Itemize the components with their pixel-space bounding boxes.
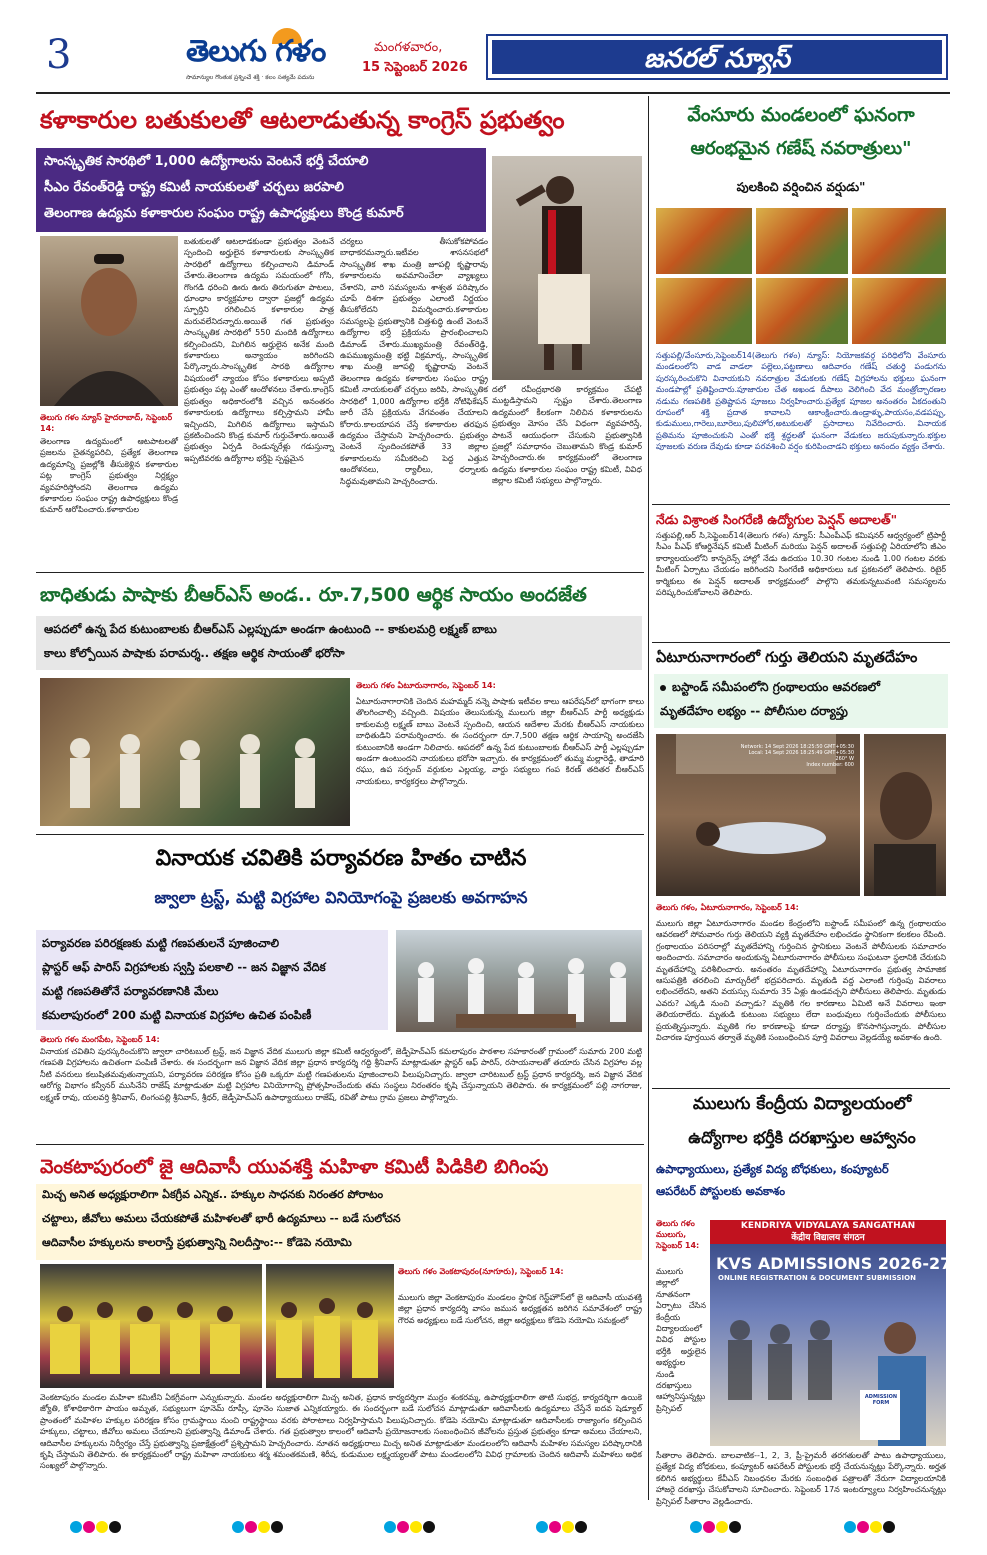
story-divider [652, 504, 950, 505]
story8-body-narrow: ములుగు జిల్లా వెంకటాపురం మండలం స్థానిక గెస్ట్‌హౌస్‌లో జై ఆదివాసీ యువశక్తి జిల్లా ప్రధాన కార్యదర్శి వాసం జమున అధ్యక్షతన జరిగిన సమావేశంలో రాష్ట్ర గౌరవ అధ్యక్షులు బడే సులోచన, జిల్లా అధ్యక్షులు కోడెపె నయోమి సమక్షంలో [398, 1293, 642, 1325]
kvs-sign-line: KENDRIYA VIDYALAYA SANGATHAN [740, 1221, 916, 1231]
women-group-icon [266, 1264, 394, 1388]
dancer-figure-icon [492, 156, 642, 380]
story6-photo [396, 930, 642, 1032]
story6-byline: తెలుగు గళం మంగపేట, సెప్టెంబర్ 14: [40, 1035, 160, 1044]
registration-marks [384, 1518, 436, 1532]
story1-body-col-c: చర్యలు తీసుకోకపోవడం బాధాకరమన్నారు.ఇటీవల శాసనసభలో సాంస్కృతిక శాఖ మంత్రి జూపల్లి కృష్ణారావు కళాకారులను అవమానించేలా వ్యాఖ్యలు చేశారని, వారి సమస్యలను శాశ్వత పరిష్కారం చూపే దిశగా ప్రభుత్వం ఎలాంటి నిర్ణయం తీసుకోలేదని విమర్శించారు.కళాకారుల సమస్యలపై ప్రభుత్వానికి చిత్తశుద్ధి ఉంటే వెంటనే ఉద్యోగాల భర్తీ ప్రక్రియను ప్రారంభించాలని డిమాండ్ చేశారు.ముఖ్యమంత్రి రేవంత్‌రెడ్డి, ఉపముఖ్యమంత్రి భట్టి విక్రమార్క, సాంస్కృతిక శాఖ మంత్రి జూపల్లి కృష్ణారావు వెంటనే తెలంగాణ ఉద్యమ కళాకారుల సంఘం రాష్ట్ర కమిటీ నాయకులతో చర్చలు జరిపి, సాంస్కృతిక సారథిలో 1,000 ఉద్యోగాల భర్తీకి నోటిఫికేషన్ జారీ చేసే ప్రక్రియను వేగవంతం చేయాలని కోరారు.కాలయాపన చేస్తే కళాకారుల తరఫున ఉద్యమం చేస్తామని హెచ్చరించారు. ప్రభుత్వం వెంటనే స్పందించకపోతే 33 జిల్లాల కళాకారులను సమీకరించి పెద్ద ఎత్తున ఆందోళనలు, ర్యాలీలు, ధర్నాలకు సిద్ధమవుతామని హెచ్చరించారు. [340, 237, 488, 486]
story1-headline: కళాకారుల బతుకులతో ఆటలాడుతున్న కాంగ్రెస్ ప్రభుత్వం [40, 106, 565, 134]
story8-headline: వెంకటాపురంలో జై ఆదివాసీ యువశక్తి మహిళా కమిటీ పిడికిలి బిగింపు [40, 1156, 549, 1178]
story1-body-col-b: బతుకులతో ఆటలాడకుండా ప్రభుత్వం వెంటనే స్పందించి అర్హులైన కళాకారులకు సాంస్కృతిక సారథిలో ఉద్యోగాలు కల్పించాలని డిమాండ్ చేశారు.తెలంగాణ ఉద్యమ సమయంలో గోసి, గొంగడి ధరించి ఊరు ఊరు తిరుగుతూ పాటలు, ధూంధాం కార్యక్రమాల ద్వారా ప్రజల్లో ఉద్యమ స్ఫూర్తిని రగిలించిన కళాకారుల పాత్ర మరువలేనిదన్నారు.అయితే గత ప్రభుత్వం సాంస్కృతిక సారథిలో 550 మందికి ఉద్యోగాలు కల్పించిందని, మిగిలిన అర్హులైన అనేక మంది కళాకారులు అన్యాయం జరిగిందని పేర్కొన్నారు.సాంస్కృతిక సారథి ఉద్యోగాల విషయంలో న్యాయం కోసం కళాకారులు అప్పటి ప్రభుత్వం పట్ల ఎంతో ఆందోళనలు చేశారు.కాంగ్రెస్ ప్రభుత్వం అధికారంలోకి వచ్చిన అనంతరం కళాకారులకు ఉద్యోగాలు కల్పిస్తామని హామీ ఇచ్చిందని, మిగిలిన ఉద్యోగాలు ఇస్తామని ప్రకటించిందని కొండ్ర కుమార్ గుర్తుచేశారు.అయితే ప్రభుత్వం ఏర్పడి రెండున్నరేళ్లు గడుస్తున్నా ఇప్పటివరకు ఉద్యోగాల భర్తీపై స్పష్టమైన [184, 237, 334, 463]
page-number: 3 [46, 32, 72, 78]
story2-headline-line1: వేంసూరు మండలంలో ఘనంగా [687, 104, 915, 126]
story5-body: ములుగు జిల్లా ఏటూరునాగారం మండల కేంద్రంలోని బస్టాండ్ సమీపంలో ఉన్న గ్రంథాలయం ఆవరణలో సోమవారం గుర్తు తెలియని వ్యక్తి మృతదేహం లభించడం స్థానికంగా కలకలం రేపింది. గ్రంథాలయం పరిసరాల్లో మృతదేహాన్ని గుర్తించిన స్థానికులు వెంటనే పోలీసులకు సమాచారం అందించారు. సమాచారం అందుకున్న ఏటూరునాగారం పోలీసులు సంఘటనా స్థలానికి చేరుకుని మృతదేహాన్ని పరిశీలించారు. అనంతరం మృతదేహాన్ని ఏటూరునాగారం ప్రభుత్వ సామాజిక ఆసుపత్రికి తరలించి మార్చురీలో భద్రపరిచారు. మృతుడి వద్ద ఎలాంటి గుర్తింపు వివరాలు లభించలేదని, అతని వయస్సు సుమారు 35 ఏళ్లు ఉండవచ్చని పోలీసులు తెలిపారు. మృతుడు ఎవరు? ఎక్కడి నుంచి వచ్చాడు? మృతికి గల కారణాలు ఏమిటి అనే వివరాలు ఇంకా తెలియరాలేదు. మృతుడి కుటుంబ సభ్యులు లేదా బంధువులు గుర్తించేందుకు పోలీసులు ప్రయత్నిస్తున్నారు. మృతికి గల కారణాలపై కూడా దర్యాప్తు కొనసాగిస్తున్నారు. పోలీసుల విచారణ పూర్తయిన తర్వాతే మృతికి సంబంధించిన పూర్తి వివరాలు వెల్లడయ్యే అవకాశం ఉంది. [656, 919, 946, 1043]
story7-body-wide: సీతారాం తెలిపారు. బాలవాటిక--1, 2, 3, ప్రీ-ప్రైమరీ తరగతులతో పాటు ఉపాధ్యాయులు, ప్రత్యేక విద్య బోధకులు, కంప్యూటర్ ఆపరేటర్ పోస్టులకు భర్తీ చేయనున్నట్లు పేర్కొన్నారు. అర్హత కలిగిన అభ్యర్థులు కేవీఎస్ నిబంధనల మేరకు సంబంధిత పత్రాలతో నేరుగా విద్యాలయానికి హాజరై దరఖాస్తు చేసుకోవాలని సూచించారు. సెప్టెంబర్ 17న ఇంటర్వ్యూలు నిర్వహించనున్నట్లు ప్రిన్సిపల్ సీతారాం వెల్లడించారు. [656, 1451, 946, 1506]
story-divider [36, 572, 644, 573]
story1-deck-line: సాంస్కృతిక సారథిలో 1,000 ఉద్యోగాలను వెంటనే భర్తీ చేయాలి [44, 154, 369, 169]
story6-deck-box [36, 930, 388, 1030]
bullet-icon [660, 685, 666, 691]
kvs-admissions-title: KVS ADMISSIONS 2026-27 [716, 1254, 952, 1273]
story8-deck-box [36, 1184, 642, 1260]
story4-deck-line: ఆపదలో ఉన్న పేద కుటుంబాలకు బీఆర్ఎస్ ఎల్లప్పుడూ అండగా ఉంటుంది -- కాకులమర్రి లక్ష్మణ్ బాబు [44, 622, 497, 636]
story4-body: ఏటూరునాగారానికి చెందిన మహమ్మద్ నన్నె పాషాకు ఇటీవల కాలు ఆపరేషన్‌లో భాగంగా కాలు తొలగించాల్సి వచ్చింది. విషయం తెలుసుకున్న ములుగు జిల్లా బీఆర్ఎస్ పార్టీ అధ్యక్షుడు కాకులమర్రి లక్ష్మణ్ బాబు వెంటనే స్పందించి, ఆయన ఆదేశాల మేరకు బీఆర్ఎస్ నాయకులు బాధితుడిని పరామర్శించారు. ఈ సందర్భంగా రూ.7,500 తక్షణ ఆర్థిక సాయాన్ని అందజేసి కుటుంబానికి అండగా నిలిచారు. ఆపదలో ఉన్న పేద కుటుంబాలకు బీఆర్ఎస్ పార్టీ ఎల్లప్పుడూ అండగా ఉంటుందని నాయకులు భరోసా ఇచ్చారు. ఈ కార్యక్రమంలో తుమ్మ మల్లారెడ్డి, తాడూరి రఘు, ఉప సర్పంచ్ వర్గుకుల ఎల్లయ్య, వార్డు సభ్యులు గంప కిరణ్ తదితర బీఆర్ఎస్ నాయకులు, కార్యకర్తలు పాల్గొన్నారు. [356, 697, 644, 786]
story-divider [652, 1088, 950, 1089]
story8-byline: తెలుగు గళం వెంకటాపురం(నూగూరు), సెప్టెంబర్ 14: [398, 1267, 564, 1276]
story5-deck-box [654, 674, 948, 728]
story2-photo-4 [656, 278, 752, 344]
kvs-crowd-icon [710, 1220, 946, 1446]
column-divider [648, 96, 649, 1500]
story2-photo-3 [852, 208, 946, 274]
story2-body: సత్తుపల్లి/వేంసూరు,సెప్టెంబర్14(తెలుగు గళం) న్యూస్: నియోజకవర్గ పరిధిలోని వేంసూరు మండలంలోని వాడ వాడలా పల్లెలు,పట్టణాలు ఆదివారం గణేష్ చతుర్థి పండుగను పురస్కరించుకొని వినాయకుని నవరాత్రుల వేడుకలకు గణేష్ విగ్రహాలను భక్తులు ఘనంగా మండపాల్లో ప్రతిష్టించారు.పూజారుల చేత అఖండ దీపాలు వెలిగించి వేద మంత్రోచ్ఛారణల నడుమ గణపతికి ప్రతిష్టాపన పూజలు నిర్వహించారు.ప్రత్యేక పూజల అనంతరం ఏకదంతుని రూపంలో శక్తి ప్రదాత కావాలని ఆకాంక్షించారు.ఉండ్రాళ్ళు,పాయసం,వడపప్పు, కుడుములు,గారెలు,బూరెలు,పులిహోర,అటుకులతో ప్రసాదాలు నివేదించారు. వినాయక ప్రతిమను పూజించుకుని ఎంతో భక్తి శ్రద్ధలతో ఘనంగా వేడుకలు జరుపుకున్నారు.భక్తుల పూజలకు వరుణ దేవుడు కూడా పరవశించి వర్షం కురిపించాడని భక్తులు ఆనందం వ్యక్తం చేశారు. [656, 351, 946, 452]
story1-dancer-photo [492, 156, 642, 380]
story6-deck-line: ప్లాస్టర్ ఆఫ్ పారిస్ విగ్రహాలకు స్వస్తి పలకాలి -- జన విజ్ఞాన వేదిక [42, 960, 326, 974]
story5-photo-scene [656, 734, 860, 896]
overlay-line: Local: 14 Sept 2026 18:25:49 GMT+05:30 [748, 750, 854, 756]
story2-subhead: పులకించి వర్షించిన వర్షుడు" [736, 180, 866, 194]
story7-headline-line1: ములుగు కేంద్రీయ విద్యాలయంలో [692, 1094, 912, 1114]
registration-marks [232, 1518, 284, 1532]
registration-marks [70, 1518, 122, 1532]
group-people-icon [40, 678, 350, 826]
group-people-icon [396, 930, 642, 1032]
story3-headline: నేడు విశ్రాంత సింగరేణి ఉద్యోగుల పెన్షన్ అదాలత్" [656, 512, 898, 527]
story5-headline: ఏటూరునాగారంలో గుర్తు తెలియని మృతదేహం [656, 650, 918, 666]
story1-byline: తెలుగు గళం న్యూస్ హైదరాబాద్, సెప్టెంబర్ 14: [40, 413, 173, 433]
masthead-rule [36, 92, 950, 94]
story7-body-narrow: ములుగు జిల్లాలో నూతనంగా ఏర్పాటు చేసిన కేంద్రీయ విద్యాలయంలో వివిధ పోస్టుల భర్తీకి అర్హులైన అభ్యర్థుల నుండి దరఖాస్తులు ఆహ్వానిస్తున్నట్లు ప్రిన్సిపల్ [656, 1267, 706, 1413]
story1-deck-line: సీఎం రేవంత్‌రెడ్డి రాష్ట్ర కమిటీ నాయకులతో చర్చలు జరపాలి [44, 180, 344, 195]
story1-deck-box [36, 148, 486, 232]
portrait-figure-icon [40, 236, 178, 406]
story-divider [652, 642, 950, 643]
section-title: జనరల్ న్యూస్ [644, 44, 790, 74]
kvs-sign-line: केंद्रीय विद्यालय संगठन [791, 1233, 865, 1243]
story4-byline: తెలుగు గళం ఏటూరునాగారం, సెప్టెంబర్ 14: [356, 681, 496, 690]
story4-deck-box [36, 616, 642, 670]
logo-tagline: సామాన్యుల గొంతుక ప్రశ్నించే శక్తి · కలం సత్యమే పదును [186, 74, 315, 81]
overlay-line: 260° W [835, 756, 854, 762]
story7-byline: తెలుగు గళం ములుగు, సెప్టెంబర్ 14: [656, 1219, 700, 1250]
face-closeup-icon [864, 734, 946, 896]
story2-photo-1 [656, 208, 752, 274]
registration-marks [690, 1518, 742, 1532]
story4-deck-line: కాలు కోల్పోయిన పాషాకు పరామర్శ.. తక్షణ ఆర్థిక సాయంతో భరోసా [44, 646, 345, 660]
story5-deck-line: మృతదేహం లభ్యం -- పోలీసుల దర్యాప్తు [660, 704, 848, 718]
story1-body-col-a: తెలంగాణ ఉద్యమంలో ఆటపాటలతో ప్రజలను చైతన్యపరిచి, ప్రత్యేక తెలంగాణ ఉద్యమాన్ని ప్రజల్లోకి తీసుకెళ్లిన కళాకారుల పట్ల కాంగ్రెస్ ప్రభుత్వం నిర్లక్ష్యం వ్యవహరిస్తోందని తెలంగాణ ఉద్యమ కళాకారుల సంఘం రాష్ట్ర ఉపాధ్యక్షులు కొండ్ర కుమార్ ఆరోపించారు.కళాకారుల [40, 437, 178, 515]
story2-photo-6 [852, 278, 946, 344]
story5-byline: తెలుగు గళం, ఏటూరునాగారం, సెప్టెంబర్ 14: [656, 903, 799, 912]
story-divider [36, 834, 644, 835]
registration-marks [844, 1518, 896, 1532]
overlay-line: Network: 14 Sept 2026 18:25:50 GMT+05:30 [740, 744, 854, 750]
issue-day: మంగళవారం, [374, 40, 443, 55]
issue-date: 15 సెప్టెంబర్ 2026 [362, 60, 468, 75]
story5-deck-line [660, 680, 944, 697]
photo-metadata-overlay [741, 744, 854, 768]
story6-deck-line: పర్యావరణ పరిరక్షణకు మట్టి గణపతులనే పూజించాలి [42, 936, 280, 950]
registration-marks [536, 1518, 588, 1532]
story6-headline-line2: జ్వాలా ట్రస్ట్, మట్టి విగ్రహాల వినియోగంపై ప్రజలకు అవగాహన [154, 888, 528, 907]
story3-body: సత్తుపల్లి,ఆర్ సి,సెప్టెంబర్14(తెలుగు గళం) న్యూస్: సీఎంపీఎఫ్ కమిషనర్ ఆధ్వర్యంలో ట్రిపార్టీ సీఎం పీఎఫ్ కోఆర్డినేషన్ కమిటీ మీటింగ్ మరియు పెన్షన్ అదాలత్ సత్తుపల్లి ఏరియాలోని జీఎం కార్యాలయంలోని కాన్ఫరెన్స్ హాల్లో నేడు ఉదయం 10.30 గంటల నుండి 1.00 గంటల వరకు మీటింగ్ ఏర్పాటు చేయడం జరిగిందని సింగరేణి అధికారులు ఒక ప్రకటనలో తెలిపారు. రిటైర్ కార్మికులు ఈ పెన్షన్ అదాలత్ కార్యక్రమంలో పాల్గొని తమకున్నటువంటి సమస్యలను పరిష్కరించుకోవాలని తెలిపారు. [656, 531, 946, 598]
kvs-admissions-subtitle: ONLINE REGISTRATION & DOCUMENT SUBMISSION [718, 1274, 916, 1282]
story8-photo-right [266, 1264, 394, 1388]
story6-deck-line: మట్టి గణపతితోనే పర్యావరణానికి మేలు [42, 984, 219, 998]
story7-subhead-line2: ఆపరేటర్ పోస్టులకు అవకాశం [656, 1184, 786, 1198]
protest-group-icon [40, 1264, 262, 1388]
story8-deck-line: ఆదివాసీల హక్కులను కాలరాస్తే ప్రభుత్వాన్ని నిలదీస్తాం:-- కోడెపె నయోమి [42, 1236, 352, 1249]
overlay-line: Index number: 600 [806, 762, 854, 768]
story4-photo [40, 678, 350, 826]
story2-photo-5 [756, 278, 848, 344]
story8-body-wide: వెంకటాపురం మండల మహిళా కమిటీని ఏకగ్రీవంగా ఎన్నుకున్నారు. మండల అధ్యక్షురాలిగా మిచ్చ అనిత, ప్రధాన కార్యదర్శిగా ముర్రం శంకరమ్మ, ఉపాధ్యక్షురాలిగా తాటి సుభద్ర, కార్యదర్శిగా ఉయికె జ్యోతి, కోశాధికారిగా పాయం అమృత, సభ్యులుగా పూనెమ్ రూప్సీ, పూనెం సుజాత ఎన్నికయ్యారు. ఈ సందర్భంగా బడే సులోచన మాట్లాడుతూ ఆదివాసీలకు ఉద్యమాలు చేస్తేనే ఐదవ షెడ్యూల్ ప్రాంతంలో మహిళల హక్కుల పరిరక్షణ కోసం గ్రామస్థాయి నుంచి రాష్ట్రస్థాయి వరకు పోరాటాలు నిర్వహిస్తామని పిలుపునిచ్చారు. కోడెపె నయోమి మాట్లాడుతూ ఆదివాసీలకు రాజ్యాంగం కల్పించిన హక్కులు, చట్టాలు, జీవోలు అమలు చేయాలని ప్రభుత్వాన్ని డిమాండ్ చేశారు. గత ప్రభుత్వాల కాలంలో ఆదివాసీ ప్రయోజనాలకు సంబంధించిన జీవోలను ప్రస్తుత ప్రభుత్వం కూడా అమలు చేయాలని, ఆదివాసీల హక్కులను నిర్వీర్యం చేస్తే ప్రభుత్వాన్ని ప్రజాక్షేత్రంలో ప్రశ్నిస్తామని హెచ్చరించారు. నూతన అధ్యక్షురాలు మిచ్చ అనిత మాట్లాడుతూ మండలంలోని ఆదివాసీ మహిళల సమస్యల పరిష్కారానికి కృషి చేస్తామని తెలిపారు. ఈ కార్యక్రమంలో రాష్ట్ర మహిళా నాయకులు శర్మ శమంతకమణి, శిరీష, కుడుముల లక్ష్మయ్యలతో పాటు మండలంలోని వివిధ గ్రామాలకు చెందిన ఆదివాసీ మహిళలు అధిక సంఖ్యలో పాల్గొన్నారు. [40, 1393, 642, 1471]
admission-form-label: ADMISSION FORM [864, 1394, 898, 1406]
story7-subhead-line1: ఉపాధ్యాయులు, ప్రత్యేక విద్య బోధకులు, కంప్యూటర్ [656, 1162, 889, 1176]
story1-portrait-photo [40, 236, 178, 406]
story-divider [36, 1144, 644, 1145]
story2-photo-2 [756, 208, 848, 274]
story8-deck-line: మిచ్చ అనిత అధ్యక్షురాలిగా ఏకగ్రీవ ఎన్నిక.. హక్కుల సాధనకు నిరంతర పోరాటం [42, 1188, 384, 1201]
story5-deck-text: బస్టాండ్ సమీపంలోని గ్రంథాలయం ఆవరణలో [672, 680, 881, 694]
story1-body-col-d: దలో రవీంద్రభారతి కార్యక్రమం చేపట్టి ముట్టడిస్తామని స్పష్టం చేశారు.తెలంగాణ ఉద్యమంలో కీలకంగా నిలిచిన కళాకారులను ప్రభుత్వం మోసం చేసే విధంగా వ్యవహరిస్తే, పాటనే ఆయుధంగా చేసుకుని ప్రభుత్వానికి ప్రజల్లో సమాధానం చెబుతామని కొండ్ర కుమార్ హెచ్చరించారు.ఈ కార్యక్రమంలో తెలంగాణ ఉద్యమ కళాకారుల సంఘం రాష్ట్ర కమిటీ, వివిధ జిల్లాల కమిటీ సభ్యులు పాల్గొన్నారు. [492, 385, 642, 486]
story4-headline: బాధితుడు పాషాకు బీఆర్ఎస్ అండ.. రూ.7,500 ఆర్థిక సాయం అందజేత [40, 584, 587, 606]
section-banner [486, 34, 948, 80]
story2-headline-line2: ఆరంభమైన గణేష్ నవరాత్రులు" [690, 138, 912, 159]
story1-deck-line: తెలంగాణ ఉద్యమ కళాకారుల సంఘం రాష్ట్ర ఉపాధ్యక్షులు కొండ్ర కుమార్ [44, 206, 404, 221]
story6-body: వినాయక చవితిని పురస్కరించుకొని జ్వాలా చారిటబుల్ ట్రస్ట్, జన విజ్ఞాన వేదిక ములుగు జిల్లా కమిటీ ఆధ్వర్యంలో, జెడ్పీహెచ్ఎస్ కమలాపురం పాఠశాల సహకారంతో గ్రామంలో సుమారు 200 మట్టి గణపతి విగ్రహాలను ఉచితంగా పంపిణీ చేశారు. ఈ సందర్భంగా జన విజ్ఞాన వేదిక జిల్లా ప్రధాన కార్యదర్శి గద్ది శ్రీనివాస్ మాట్లాడుతూ ప్లాస్టర్ ఆఫ్ పారిస్, రసాయనాలతో తయారు చేసిన విగ్రహాల వల్ల నీటి వనరులు కలుషితమవుతున్నాయని, పర్యావరణ పరిరక్షణ కోసం ప్రతి ఒక్కరూ మట్టి గణపతులను పూజించాలని పిలుపునిచ్చారు. జ్వాలా చారిటబుల్ ట్రస్ట్ ప్రధాన కార్యదర్శి, జన విజ్ఞాన వేదిక ఆరోగ్య విభాగం కన్వీనర్ ముసినేని రాజేష్ మాట్లాడుతూ మట్టి విగ్రహాల వినియోగాన్ని ప్రోత్సహించేందుకు తమ సంస్థలు నిరంతరం కృషి చేస్తున్నాయని తెలిపారు. ఈ కార్యక్రమంలో పల్లి నాగరాజు, లక్ష్మణ్ రావు, యలవర్తి శ్రీనివాస్, లింగంపల్లి శ్రీనివాస్, శ్రీధర్, జెడ్పీహెచ్ఎస్ ఉపాధ్యాయులు రాజేష్, రవితో పాటు గ్రామ ప్రజలు పాల్గొన్నారు. [40, 1047, 642, 1102]
story7-headline-line2: ఉద్యోగాల భర్తీకి దరఖాస్తుల ఆహ్వానం [688, 1128, 916, 1147]
story7-kvs-photo [710, 1220, 952, 1446]
logo-wordmark: తెలుగు గళం [186, 34, 326, 69]
story5-photo-face [864, 734, 946, 896]
story8-deck-line: చట్టాలు, జీవోలు అమలు చేయకపోతే మహిళలతో భారీ ఉద్యమాలు -- బడే సులోచన [42, 1212, 401, 1225]
masthead-logo [186, 34, 352, 86]
story6-deck-line: కమలాపురంలో 200 మట్టి వినాయక విగ్రహాల ఉచిత పంపిణీ [42, 1008, 312, 1022]
story6-headline-line1: వినాయక చవితికి పర్యావరణ హితం చాటిన [155, 846, 527, 871]
story8-photo-left [40, 1264, 262, 1388]
